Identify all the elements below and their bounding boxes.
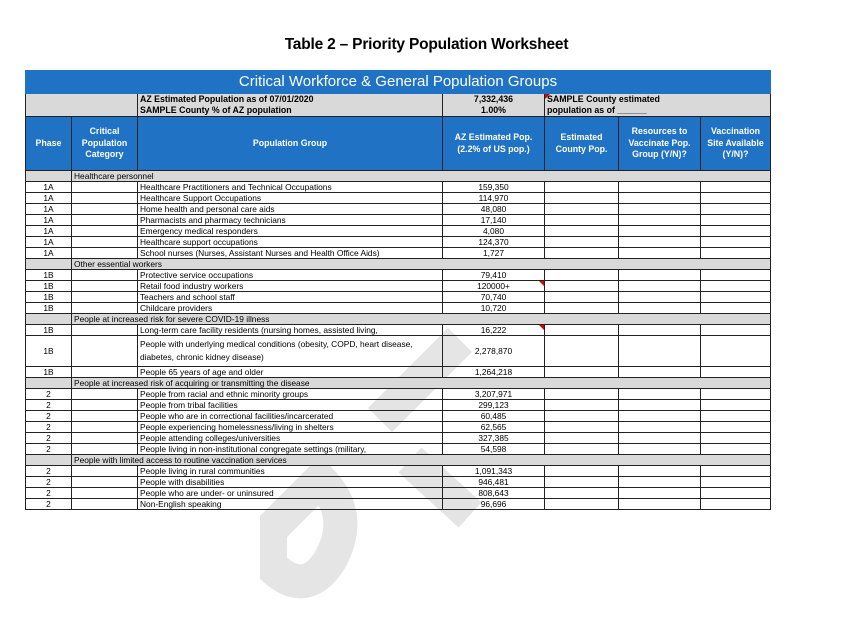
county-pop-cell: [545, 389, 619, 400]
site-available-cell: [701, 193, 771, 204]
header-site-available: Vaccination Site Available (Y/N)?: [701, 117, 771, 171]
az-estimate-cell: 808,643: [443, 488, 545, 499]
az-estimate-cell: 120000+: [443, 281, 545, 292]
category-cell: [72, 248, 138, 259]
phase-cell: 2: [26, 433, 72, 444]
az-estimate-cell: 70,740: [443, 292, 545, 303]
phase-cell: 1B: [26, 325, 72, 336]
az-estimate-cell: 1,091,343: [443, 466, 545, 477]
category-cell: [72, 433, 138, 444]
category-cell: [72, 204, 138, 215]
county-estimate-label: SAMPLE County estimated population as of ______: [545, 94, 771, 117]
population-group-cell: Healthcare support occupations: [138, 237, 443, 248]
county-pop-cell: [545, 411, 619, 422]
site-available-cell: [701, 411, 771, 422]
phase-cell: 1B: [26, 367, 72, 378]
category-cell: [72, 303, 138, 314]
site-available-cell: [701, 336, 771, 367]
table-row: [26, 400, 771, 411]
table-row: [26, 325, 771, 336]
population-group-cell: People from tribal facilities: [138, 400, 443, 411]
county-pop-cell: [545, 215, 619, 226]
population-group-cell: People who are under- or uninsured: [138, 488, 443, 499]
population-group-cell: Protective service occupations: [138, 270, 443, 281]
resources-cell: [619, 204, 701, 215]
section-label: People with limited access to routine vaccination services: [72, 455, 771, 466]
site-available-cell: [701, 204, 771, 215]
table-row: [26, 411, 771, 422]
table-row: [26, 226, 771, 237]
county-pop-cell: [545, 400, 619, 411]
section-label: Other essential workers: [72, 259, 771, 270]
category-cell: [72, 292, 138, 303]
az-estimate-cell: 946,481: [443, 477, 545, 488]
population-group-cell: Healthcare Practitioners and Technical Occupations: [138, 182, 443, 193]
phase-cell: 2: [26, 499, 72, 510]
population-group-cell: Retail food industry workers: [138, 281, 443, 292]
header-category: Critical Population Category: [72, 117, 138, 171]
population-group-cell: People attending colleges/universities: [138, 433, 443, 444]
table-row: [26, 182, 771, 193]
site-available-cell: [701, 248, 771, 259]
resources-cell: [619, 433, 701, 444]
az-estimate-cell: 79,410: [443, 270, 545, 281]
site-available-cell: [701, 215, 771, 226]
phase-cell: 2: [26, 389, 72, 400]
phase-cell: 2: [26, 477, 72, 488]
county-pop-cell: [545, 433, 619, 444]
table-row: [26, 422, 771, 433]
site-available-cell: [701, 400, 771, 411]
category-cell: [72, 400, 138, 411]
phase-cell: 1B: [26, 270, 72, 281]
site-available-cell: [701, 226, 771, 237]
category-cell: [72, 499, 138, 510]
county-pop-cell: [545, 488, 619, 499]
county-pop-cell: [545, 325, 619, 336]
phase-cell: 2: [26, 466, 72, 477]
county-pop-cell: [545, 248, 619, 259]
table-row: [26, 389, 771, 400]
resources-cell: [619, 477, 701, 488]
az-estimate-cell: 114,970: [443, 193, 545, 204]
county-pop-cell: [545, 422, 619, 433]
phase-cell: 1B: [26, 303, 72, 314]
county-pop-cell: [545, 237, 619, 248]
site-available-cell: [701, 182, 771, 193]
phase-cell: 1A: [26, 215, 72, 226]
az-estimate-cell: 54,598: [443, 444, 545, 455]
az-estimate-cell: 2,278,870: [443, 336, 545, 367]
site-available-cell: [701, 325, 771, 336]
site-available-cell: [701, 367, 771, 378]
az-estimate-cell: 299,123: [443, 400, 545, 411]
site-available-cell: [701, 237, 771, 248]
resources-cell: [619, 422, 701, 433]
resources-cell: [619, 215, 701, 226]
category-cell: [72, 466, 138, 477]
table-row: [26, 270, 771, 281]
population-group-cell: People living in non-institutional congregate settings (military,: [138, 444, 443, 455]
site-available-cell: [701, 303, 771, 314]
category-cell: [72, 411, 138, 422]
population-group-cell: Pharmacists and pharmacy technicians: [138, 215, 443, 226]
table-row: [26, 499, 771, 510]
population-group-cell: People living in rural communities: [138, 466, 443, 477]
resources-cell: [619, 389, 701, 400]
category-cell: [72, 237, 138, 248]
site-available-cell: [701, 422, 771, 433]
priority-population-table: [25, 70, 771, 510]
table-banner: Critical Workforce & General Population Groups: [26, 71, 771, 94]
resources-cell: [619, 488, 701, 499]
category-cell: [72, 193, 138, 204]
az-estimate-cell: 17,140: [443, 215, 545, 226]
header-az-estimated: AZ Estimated Pop. (2.2% of US pop.): [443, 117, 545, 171]
county-pop-cell: [545, 303, 619, 314]
resources-cell: [619, 411, 701, 422]
county-pop-cell: [545, 182, 619, 193]
info-labels: AZ Estimated Population as of 07/01/2020 SAMPLE County % of AZ population: [138, 94, 443, 117]
site-available-cell: [701, 499, 771, 510]
county-pop-cell: [545, 336, 619, 367]
section-label: People at increased risk of acquiring or transmitting the disease: [72, 378, 771, 389]
table-row: [26, 215, 771, 226]
az-estimate-cell: 16,222: [443, 325, 545, 336]
county-pop-cell: [545, 270, 619, 281]
site-available-cell: [701, 433, 771, 444]
section-row: [26, 314, 771, 325]
table-row: [26, 248, 771, 259]
population-group-cell: People from racial and ethnic minority groups: [138, 389, 443, 400]
resources-cell: [619, 281, 701, 292]
table-row: [26, 281, 771, 292]
county-pop-cell: [545, 292, 619, 303]
site-available-cell: [701, 466, 771, 477]
category-cell: [72, 444, 138, 455]
phase-cell: 1A: [26, 248, 72, 259]
table-row: [26, 466, 771, 477]
phase-cell: 1B: [26, 292, 72, 303]
phase-cell: 1A: [26, 237, 72, 248]
resources-cell: [619, 182, 701, 193]
population-group-cell: Long-term care facility residents (nursing homes, assisted living,: [138, 325, 443, 336]
category-cell: [72, 325, 138, 336]
table-row: [26, 367, 771, 378]
phase-cell: 2: [26, 411, 72, 422]
section-row: [26, 455, 771, 466]
table-row: [26, 433, 771, 444]
county-pop-cell: [545, 204, 619, 215]
category-cell: [72, 422, 138, 433]
phase-cell: 2: [26, 422, 72, 433]
resources-cell: [619, 325, 701, 336]
az-estimate-cell: 48,080: [443, 204, 545, 215]
az-estimate-cell: 10,720: [443, 303, 545, 314]
population-group-cell: People 65 years of age and older: [138, 367, 443, 378]
county-pop-cell: [545, 477, 619, 488]
resources-cell: [619, 444, 701, 455]
county-pop-cell: [545, 499, 619, 510]
section-row: [26, 378, 771, 389]
resources-cell: [619, 336, 701, 367]
population-group-cell: Childcare providers: [138, 303, 443, 314]
population-group-cell: People who are in correctional facilities/incarcerated: [138, 411, 443, 422]
phase-cell: 1A: [26, 193, 72, 204]
info-values: 7,332,436 1.00%: [443, 94, 545, 117]
category-cell: [72, 336, 138, 367]
county-pop-cell: [545, 466, 619, 477]
resources-cell: [619, 367, 701, 378]
header-resources: Resources to Vaccinate Pop. Group (Y/N)?: [619, 117, 701, 171]
table-row: [26, 444, 771, 455]
population-group-cell: Healthcare Support Occupations: [138, 193, 443, 204]
page-title: Table 2 – Priority Population Worksheet: [284, 36, 569, 53]
population-group-cell: School nurses (Nurses, Assistant Nurses and Health Office Aids): [138, 248, 443, 259]
county-pop-cell: [545, 281, 619, 292]
header-county-pop: Estimated County Pop.: [545, 117, 619, 171]
resources-cell: [619, 248, 701, 259]
az-estimate-cell: 1,727: [443, 248, 545, 259]
section-label: People at increased risk for severe COVID-19 illness: [72, 314, 771, 325]
resources-cell: [619, 466, 701, 477]
site-available-cell: [701, 270, 771, 281]
population-group-cell: Teachers and school staff: [138, 292, 443, 303]
section-label: Healthcare personnel: [72, 171, 771, 182]
phase-cell: 1B: [26, 336, 72, 367]
category-cell: [72, 389, 138, 400]
az-estimate-cell: 60,485: [443, 411, 545, 422]
header-population-group: Population Group: [138, 117, 443, 171]
table-row: [26, 204, 771, 215]
table-row: [26, 488, 771, 499]
header-phase: Phase: [26, 117, 72, 171]
resources-cell: [619, 292, 701, 303]
population-group-cell: People with disabilities: [138, 477, 443, 488]
resources-cell: [619, 270, 701, 281]
site-available-cell: [701, 292, 771, 303]
az-estimate-cell: 159,350: [443, 182, 545, 193]
site-available-cell: [701, 444, 771, 455]
az-estimate-cell: 3,207,971: [443, 389, 545, 400]
category-cell: [72, 367, 138, 378]
category-cell: [72, 270, 138, 281]
category-cell: [72, 182, 138, 193]
resources-cell: [619, 499, 701, 510]
category-cell: [72, 281, 138, 292]
table-row: [26, 292, 771, 303]
table-row: [26, 303, 771, 314]
category-cell: [72, 215, 138, 226]
population-group-cell: Home health and personal care aids: [138, 204, 443, 215]
phase-cell: 2: [26, 400, 72, 411]
phase-cell: 1A: [26, 226, 72, 237]
category-cell: [72, 477, 138, 488]
phase-cell: 2: [26, 488, 72, 499]
table-row: [26, 237, 771, 248]
county-pop-cell: [545, 367, 619, 378]
county-pop-cell: [545, 193, 619, 204]
county-pop-cell: [545, 226, 619, 237]
population-group-cell: People experiencing homelessness/living in shelters: [138, 422, 443, 433]
site-available-cell: [701, 389, 771, 400]
population-group-cell: Emergency medical responders: [138, 226, 443, 237]
az-estimate-cell: 327,385: [443, 433, 545, 444]
category-cell: [72, 226, 138, 237]
phase-cell: 2: [26, 444, 72, 455]
az-estimate-cell: 96,696: [443, 499, 545, 510]
phase-cell: 1A: [26, 182, 72, 193]
resources-cell: [619, 193, 701, 204]
resources-cell: [619, 226, 701, 237]
site-available-cell: [701, 281, 771, 292]
resources-cell: [619, 237, 701, 248]
az-estimate-cell: 1,264,218: [443, 367, 545, 378]
table-row: [26, 193, 771, 204]
section-row: [26, 171, 771, 182]
resources-cell: [619, 303, 701, 314]
population-group-cell: People with underlying medical conditions (obesity, COPD, heart disease, diabetes, chronic kidney disease): [138, 336, 443, 367]
phase-cell: 1A: [26, 204, 72, 215]
site-available-cell: [701, 488, 771, 499]
population-group-cell: Non-English speaking: [138, 499, 443, 510]
table-row: [26, 477, 771, 488]
section-row: [26, 259, 771, 270]
county-pop-cell: [545, 444, 619, 455]
category-cell: [72, 488, 138, 499]
az-estimate-cell: 62,565: [443, 422, 545, 433]
table-row: [26, 336, 771, 367]
phase-cell: 1B: [26, 281, 72, 292]
az-estimate-cell: 124,370: [443, 237, 545, 248]
site-available-cell: [701, 477, 771, 488]
az-estimate-cell: 4,080: [443, 226, 545, 237]
resources-cell: [619, 400, 701, 411]
